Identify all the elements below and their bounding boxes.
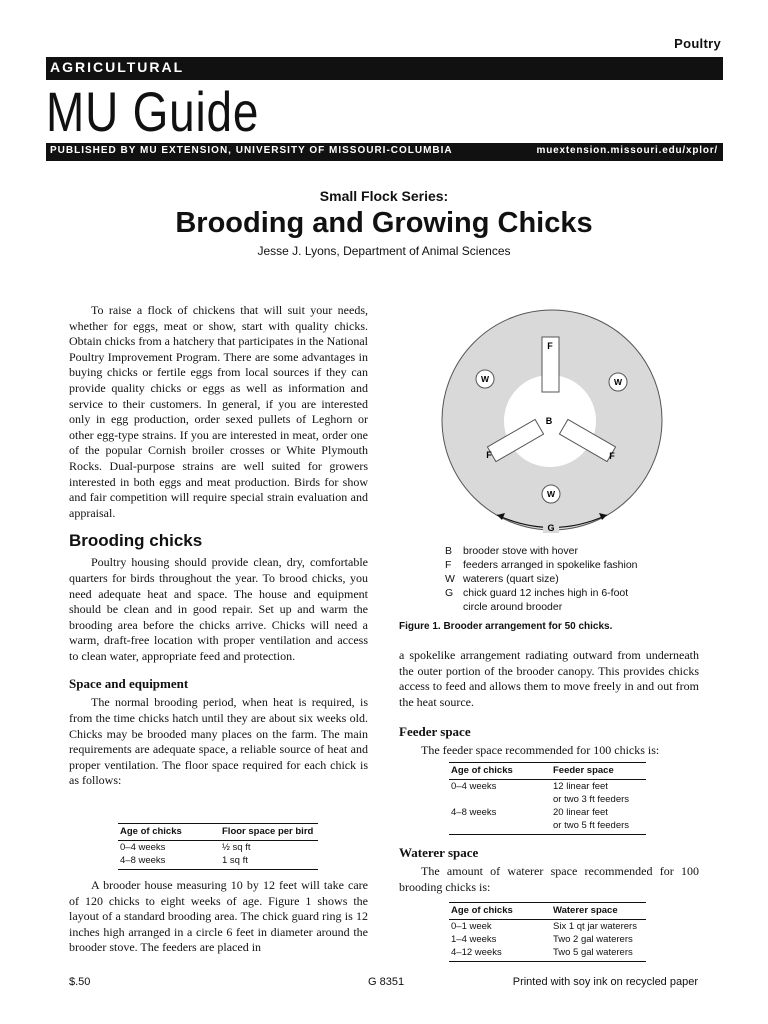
footer-publication-code: G 8351 [368,976,405,988]
table-cell [449,819,551,835]
waterer-space-table [449,902,646,962]
brooder-label: B [545,416,553,426]
waterer-label: W [613,377,623,387]
table-cell: Two 5 gal waterers [551,946,646,962]
table-header: Waterer space [551,903,646,920]
table-header: Feeder space [551,763,646,780]
brooder-arrangement-diagram [437,305,667,535]
feeder-label: F [609,451,615,461]
table-row [449,780,646,794]
table-row [449,946,646,962]
heading-waterer-space: Waterer space [399,845,479,860]
feeder-label: F [547,341,553,351]
intro-paragraph: To raise a flock of chickens that will suit your needs, whether for eggs, meat or show, start with quality chicks. Obtain chicks from a hatchery that participates in the National Poultry Improvement Program. There are some advantages in buying chicks or fertile eggs from local sources if they can provide quality chicks or eggs as well as information and service to their customers. In general, if you are interested only in egg production, order sexed pullets of Leghorn or other egg-type strains. If you are interested in meat, order one of the popular Cornish broiler crosses or White Plymouth Rocks. Dual-purpose strains are well suited for growers interested in both eggs and meat production. Birds for show and fair competition will require special strain evaluation and appraisal. [69,303,368,520]
legend-key: W [445,573,455,585]
table-cell: 1 sq ft [220,854,318,870]
footer-price: $.50 [69,976,91,988]
table-row [449,806,646,819]
table-cell: ½ sq ft [222,842,251,853]
waterer-paragraph: The amount of waterer space recommended for 100 brooding chicks is: [399,864,699,894]
author-line: Jesse J. Lyons, Department of Animal Sciences [257,244,511,258]
table-cell: 12 linear feet [553,781,608,792]
table-row [118,854,318,870]
table-cell [449,793,551,806]
brooding-paragraph: Poultry housing should provide clean, dry, comfortable quarters for birds throughout the year. To brood chicks, you need adequate heat and space. The house and equipment should be clean and in good repair. Set up and warm the brooding area before the chicks arrive. Chicks will need a warm, draft-free location with proper ventilation and access to clean water, appropriate feed and protection. [69,555,368,663]
agricultural-banner [46,57,723,80]
legend-item [445,586,638,600]
feeder-space-table [449,762,646,835]
legend-text: waterers (quart size) [463,573,559,585]
figure-legend [445,544,638,614]
table-cell: 0–4 weeks [120,842,166,853]
table-row [449,793,646,806]
brooder-house-paragraph: A brooder house measuring 10 by 12 feet will take care of 120 chicks to eight weeks of age. Figure 1 shows the layout of a standard brooding area. The chick guard ring is 12 inches high arranged in a circle 6 feet in diameter around the brooder stove. The feeders are placed in [69,878,368,955]
table-cell: Two 2 gal waterers [553,934,633,945]
publisher-label: PUBLISHED BY MU EXTENSION, UNIVERSITY OF MISSOURI-COLUMBIA [50,145,453,156]
guide-logo-title: MU Guide [46,80,260,143]
table-cell: 1–4 weeks [451,934,497,945]
legend-text: chick guard 12 inches high in 6-foot [463,587,629,599]
feeder-paragraph: The feeder space recommended for 100 chicks is: [421,743,660,758]
space-paragraph: The normal brooding period, when heat is required, is from the time chicks hatch until they are about six weeks old. Chicks may be brooded many places on the farm. The main requirements are adequate space, a reliable source of heat and proper ventilation. The floor space required for each chick is as follows: [69,695,368,788]
website-url: muextension.missouri.edu/xplor/ [536,145,718,156]
table-row [118,841,318,855]
table-cell: Six 1 qt jar waterers [553,921,637,932]
waterer-label: W [546,489,556,499]
heading-brooding-chicks: Brooding chicks [69,531,203,551]
heading-feeder-space: Feeder space [399,724,471,740]
figure-caption: Figure 1. Brooder arrangement for 50 chicks. [399,621,613,632]
right-column [399,648,699,759]
legend-text: circle around brooder [463,601,563,613]
table-cell: or two 5 ft feeders [551,819,646,835]
table-cell: 20 linear feet [553,807,608,818]
legend-key: F [445,559,452,571]
footer-print-note: Printed with soy ink on recycled paper [512,976,698,988]
legend-text: brooder stove with hover [463,545,578,557]
series-label: Small Flock Series: [319,188,449,204]
legend-item [445,558,638,572]
table-row [449,920,646,934]
legend-item [445,572,638,586]
table-cell: 4–12 weeks [449,946,551,962]
table-header: Age of chicks [118,824,220,841]
legend-item [445,544,638,558]
category-label: Poultry [674,36,721,51]
agricultural-label: AGRICULTURAL [50,59,185,75]
publisher-banner [46,143,723,161]
table-cell: or two 3 ft feeders [553,794,630,805]
waterer-section [399,845,699,895]
table-header: Floor space per bird [220,824,318,841]
legend-key: B [445,545,453,557]
feeder-label: F [486,450,492,460]
left-column [69,303,368,789]
legend-key: G [445,587,454,599]
floor-space-table [118,823,318,870]
continued-paragraph: a spokelike arrangement radiating outward from underneath the outer portion of the brooder canopy. This provides chicks access to feed and allows them to move freely in and out from the heat source. [399,648,699,709]
table-cell: 0–4 weeks [451,781,497,792]
table-cell: 4–8 weeks [451,807,497,818]
table-cell: 0–1 week [451,921,492,932]
table-header: Age of chicks [449,763,551,780]
legend-text: feeders arranged in spokelike fashion [463,559,638,571]
legend-item [445,600,638,614]
table-cell: 4–8 weeks [118,854,220,870]
table-row [449,933,646,946]
waterer-label: W [480,374,490,384]
document-title: Brooding and Growing Chicks [175,207,593,239]
table-row [449,819,646,835]
guard-label: G [547,523,555,533]
heading-space-equipment: Space and equipment [69,676,189,692]
table-header: Age of chicks [449,903,551,920]
